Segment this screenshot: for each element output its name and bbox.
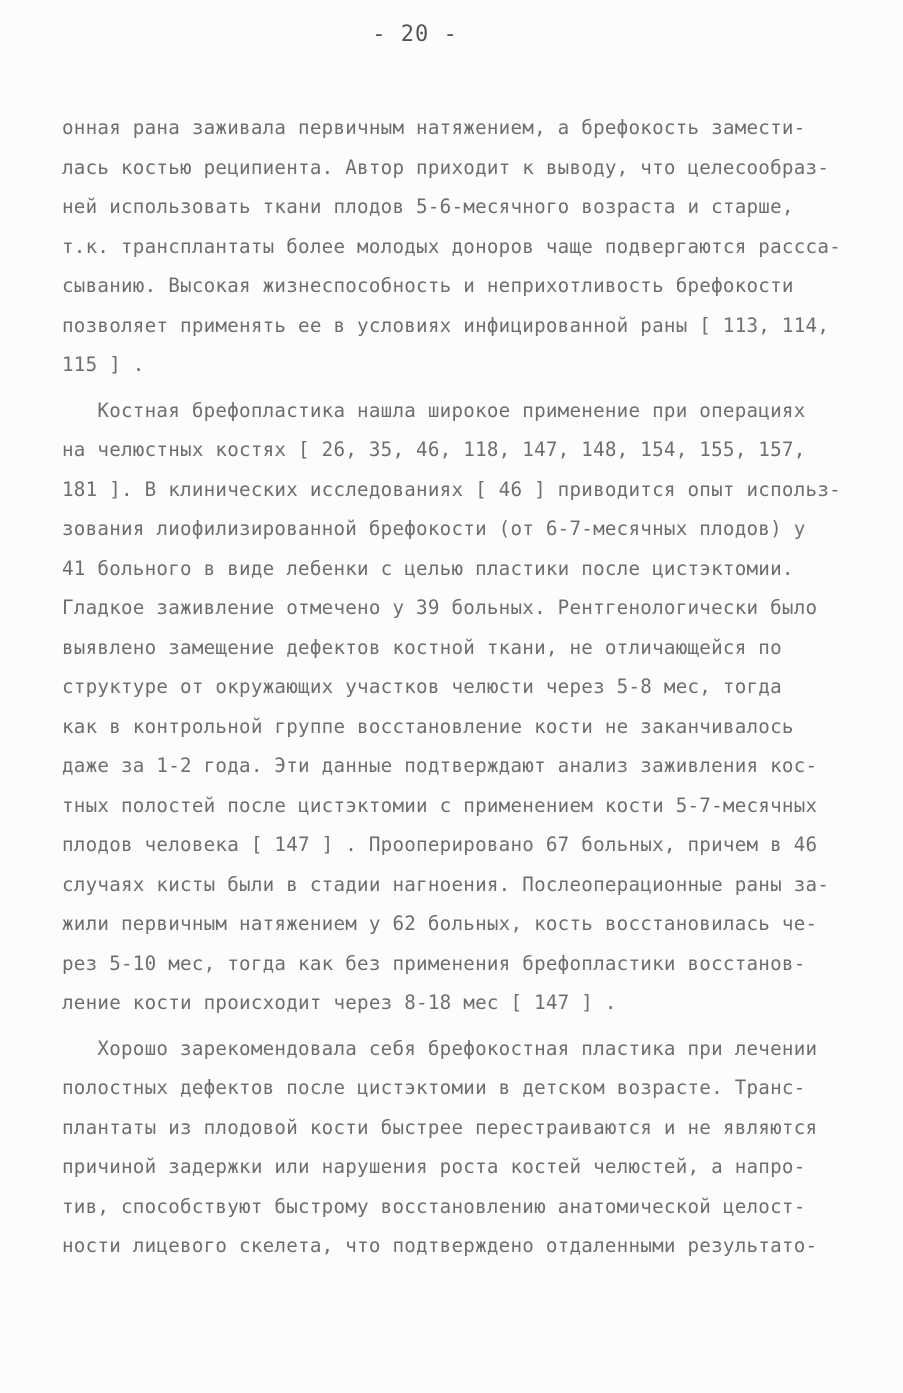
text-line: полостных дефектов после цистэктомии в детском возрасте. Транс- — [62, 1076, 806, 1099]
text-line: выявлено замещение дефектов костной ткани, не отличающейся по — [62, 635, 782, 659]
paragraph — [62, 391, 872, 1023]
text-line: тив, способствуют быстрому восстановлению анатомической целост- — [62, 1194, 806, 1218]
text-line: ней использовать ткани плодов 5-6-месячного возраста и старше, — [62, 195, 794, 218]
paragraph — [62, 1029, 872, 1266]
text-line: ление кости происходит через 8-18 мес [ 147 ] . — [62, 991, 617, 1014]
text-line: лась костью реципиента. Автор приходит к выводу, что целесообраз- — [62, 155, 830, 179]
text-line: причиной задержки или нарушения роста костей челюстей, а напро- — [62, 1155, 806, 1178]
text-line: тных полостей после цистэктомии с применением кости 5-7-месячных — [62, 793, 818, 817]
text-line: Костная брефопластика нашла широкое применение при операциях — [62, 398, 806, 422]
text-line: рез 5-10 мес, тогда как без применения брефопластики восстанов- — [62, 951, 806, 975]
text-line: онная рана заживала первичным натяжением, а брефокость замести- — [62, 116, 806, 139]
text-line: жили первичным натяжением у 62 больных, кость восстановилась че- — [62, 912, 818, 935]
text-line: 181 ]. В клинических исследованиях [ 46 ] приводится опыт использ- — [62, 477, 841, 501]
text-line: как в контрольной группе восстановление кости не заканчивалось — [62, 714, 794, 738]
text-line: Гладкое заживление отмечено у 39 больных. Рентгенологически было — [62, 596, 818, 619]
paragraph — [62, 108, 872, 385]
text-line: зования лиофилизированной брефокости (от 6-7-месячных плодов) у — [62, 517, 806, 540]
text-line: 115 ] . — [62, 353, 145, 376]
text-line: позволяет применять ее в условиях инфицированной раны [ 113, 114, — [62, 313, 830, 337]
text-line: на челюстных костях [ 26, 35, 46, 118, 147, 148, 154, 155, 157, — [62, 438, 806, 461]
text-line: случаях кисты были в стадии нагноения. Послеоперационные раны за- — [62, 872, 830, 896]
text-line: сыванию. Высокая жизнеспособность и неприхотливость брефокости — [62, 274, 794, 297]
text-line: т.к. трансплантаты более молодых доноров чаще подвергаются рассса- — [62, 234, 841, 258]
text-line: плодов человека [ 147 ] . Прооперировано 67 больных, причем в 46 — [62, 833, 818, 856]
text-line: даже за 1-2 года. Эти данные подтверждают анализ заживления кос- — [62, 754, 818, 777]
body-text — [62, 108, 872, 1266]
text-line: структуре от окружающих участков челюсти через 5-8 мес, тогда — [62, 675, 782, 698]
text-line: Хорошо зарекомендовала себя брефокостная пластика при лечении — [62, 1036, 818, 1060]
page-number: - 20 - — [372, 22, 458, 47]
text-line: плантаты из плодовой кости быстрее перестраиваются и не являются — [62, 1115, 818, 1139]
text-line: ности лицевого скелета, что подтверждено отдаленными результато- — [62, 1234, 818, 1257]
text-line: 41 больного в виде лебенки с целью пластики после цистэктомии. — [62, 556, 794, 580]
